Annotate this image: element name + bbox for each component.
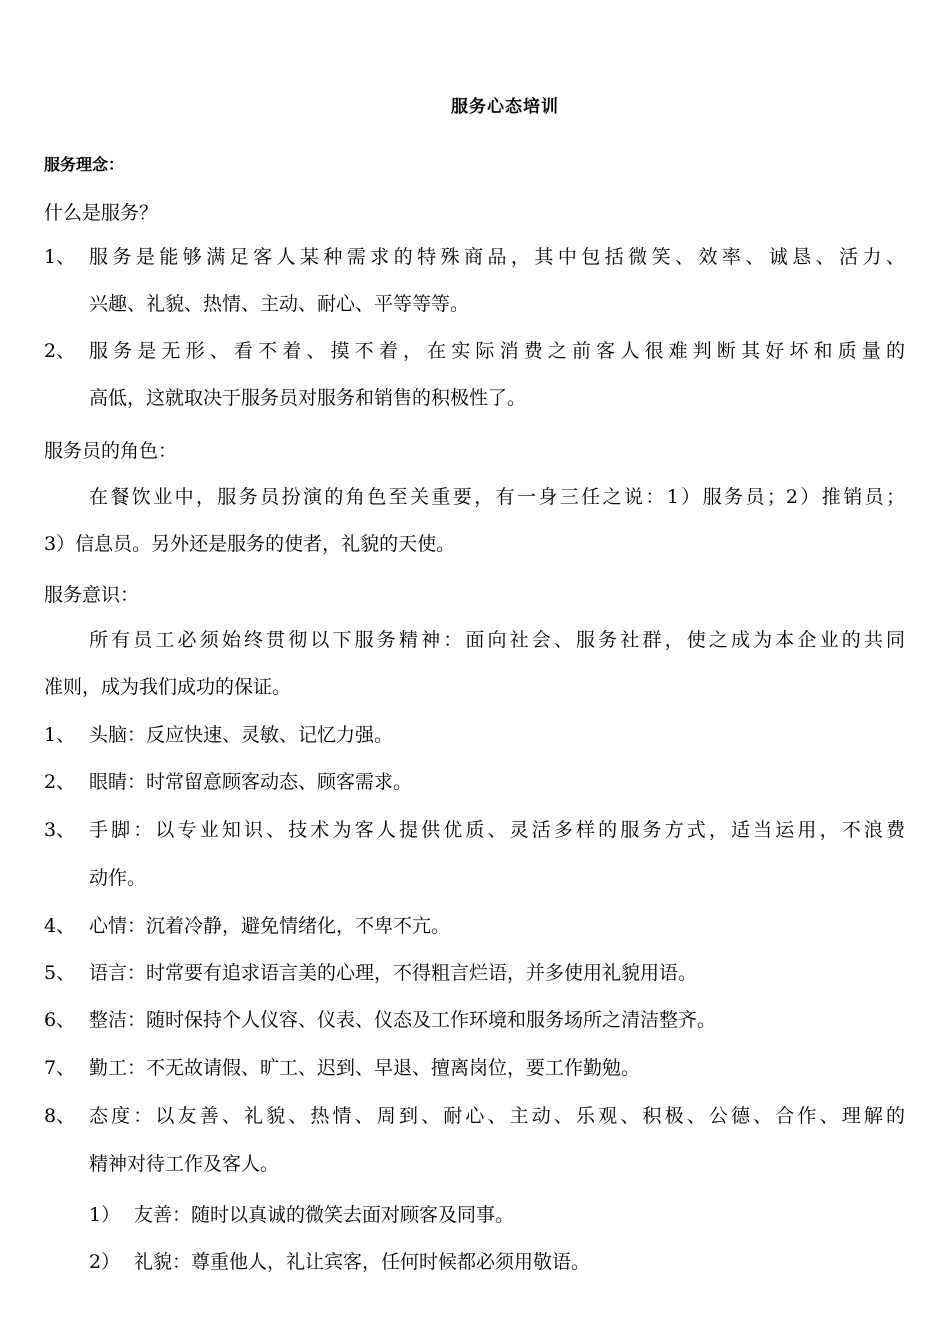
attitude-subitem-text: 礼貌：尊重他人，礼让宾客，任何时候都必须用敬语。 (134, 1251, 591, 1273)
awareness-item-number: 5、 (44, 962, 76, 984)
attitude-subitem-number: 2） (89, 1251, 121, 1273)
heading-service-awareness: 服务意识： (44, 584, 140, 606)
awareness-item-number: 1、 (44, 724, 76, 746)
awareness-item-number: 2、 (44, 771, 76, 793)
attitude-subitem-text: 友善：随时以真诚的微笑去面对顾客及同事。 (134, 1204, 515, 1226)
service-point-number: 2、 (44, 340, 76, 362)
awareness-item-text: 勤工：不无故请假、旷工、迟到、早退、擅离岗位，要工作勤勉。 (89, 1057, 641, 1079)
heading-service-philosophy: 服务理念： (44, 155, 125, 174)
service-point-text: 服务是能够满足客人某种需求的特殊商品，其中包括微笑、效率、诚恳、活力、 (89, 246, 905, 268)
awareness-paragraph-line: 准则，成为我们成功的保证。 (44, 676, 292, 698)
service-point-text: 服务是无形、看不着、摸不着，在实际消费之前客人很难判断其好坏和质量的 (89, 340, 905, 362)
question-what-is-service: 什么是服务？ (44, 202, 159, 224)
awareness-item-number: 6、 (44, 1009, 76, 1031)
awareness-item-number: 7、 (44, 1057, 76, 1079)
awareness-item-text: 整洁：随时保持个人仪容、仪表、仪态及工作环境和服务场所之清洁整齐。 (89, 1009, 717, 1031)
document-title: 服务心态培训 (451, 97, 559, 117)
awareness-item-text-cont: 动作。 (89, 867, 147, 889)
awareness-item-text: 眼睛：时常留意顾客动态、顾客需求。 (89, 771, 413, 793)
attitude-subitem-number: 1） (89, 1204, 121, 1226)
awareness-item-text: 语言：时常要有追求语言美的心理，不得粗言烂语，并多使用礼貌用语。 (89, 962, 698, 984)
awareness-item-number: 3、 (44, 819, 76, 841)
awareness-item-text: 心情：沉着冷静，避免情绪化，不卑不亢。 (89, 915, 451, 937)
awareness-item-number: 4、 (44, 915, 76, 937)
role-paragraph-line: 3）信息员。另外还是服务的使者，礼貌的天使。 (44, 533, 456, 555)
awareness-item-number: 8、 (44, 1105, 76, 1127)
awareness-item-text-cont: 精神对待工作及客人。 (89, 1153, 280, 1175)
service-point-text-cont: 兴趣、礼貌、热情、主动、耐心、平等等等。 (89, 293, 470, 315)
awareness-item-text: 头脑：反应快速、灵敏、记忆力强。 (89, 724, 394, 746)
awareness-paragraph-line: 所有员工必须始终贯彻以下服务精神：面向社会、服务社群，使之成为本企业的共同 (89, 629, 905, 651)
heading-waiter-role: 服务员的角色： (44, 440, 178, 462)
awareness-item-text: 态度：以友善、礼貌、热情、周到、耐心、主动、乐观、积极、公德、合作、理解的 (89, 1105, 905, 1127)
service-point-number: 1、 (44, 246, 76, 268)
role-paragraph-line: 在餐饮业中，服务员扮演的角色至关重要，有一身三任之说：1）服务员；2）推销员； (89, 486, 905, 508)
awareness-item-text: 手脚：以专业知识、技术为客人提供优质、灵活多样的服务方式，适当运用，不浪费 (89, 819, 905, 841)
service-point-text-cont: 高低，这就取决于服务员对服务和销售的积极性了。 (89, 387, 527, 409)
